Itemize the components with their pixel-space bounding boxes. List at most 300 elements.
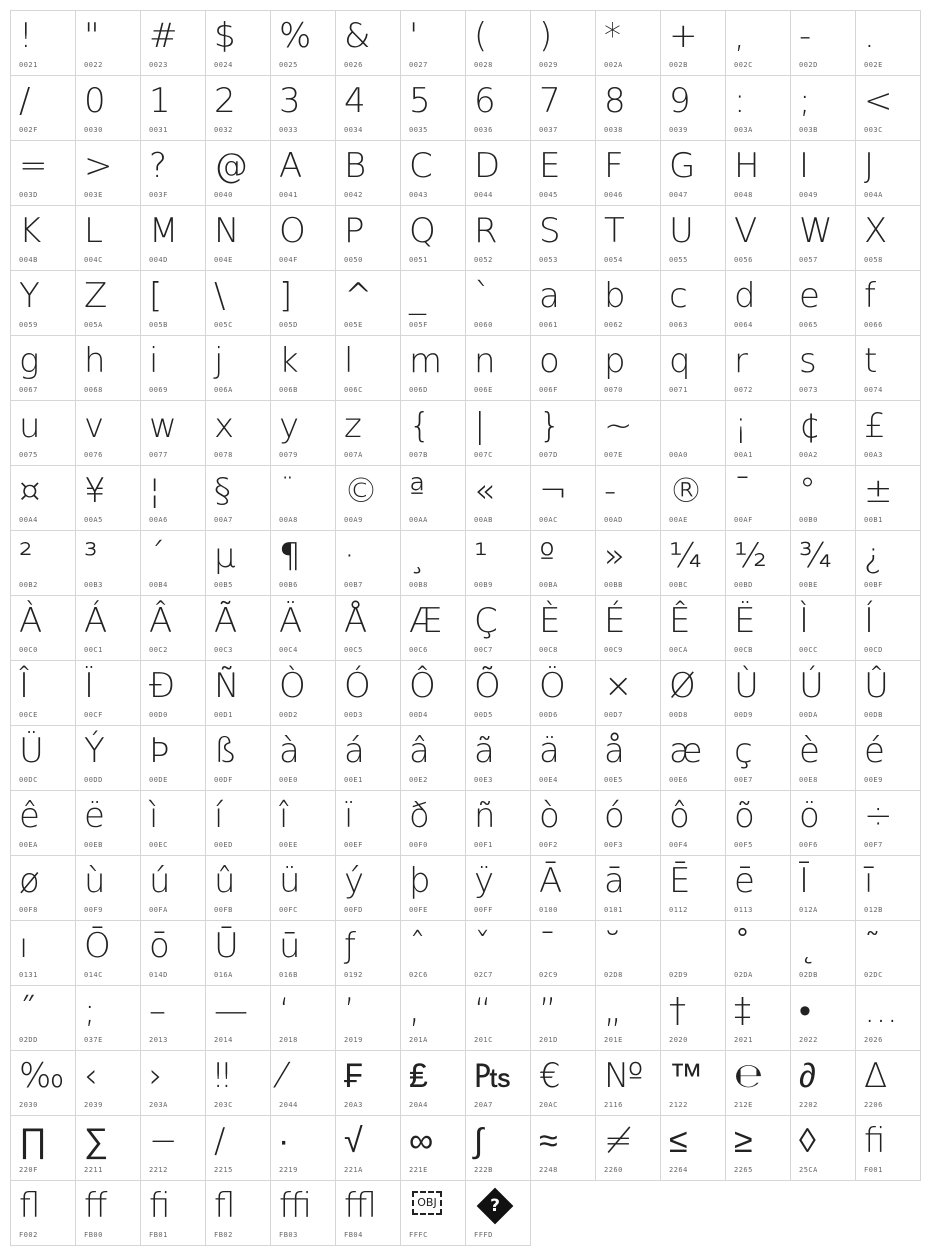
glyph-char: ˆ	[409, 926, 426, 966]
glyph-code: 00D4	[409, 711, 428, 719]
glyph-code: 00D9	[734, 711, 753, 719]
glyph-code: 0040	[214, 191, 233, 199]
glyph-code: FFFC	[409, 1231, 428, 1239]
glyph-cell	[596, 921, 661, 986]
glyph-char: !	[19, 16, 33, 56]
glyph-code: 0022	[84, 61, 103, 69]
glyph-code: 0059	[19, 321, 38, 329]
glyph-cell	[596, 726, 661, 791]
glyph-cell	[271, 856, 336, 921]
glyph-char: v	[84, 406, 105, 446]
glyph-char: ;	[799, 81, 811, 121]
glyph-code: 00AE	[669, 516, 688, 524]
glyph-code: 016B	[279, 971, 298, 979]
glyph-code: 00A7	[214, 516, 233, 524]
glyph-cell	[726, 986, 791, 1051]
glyph-cell	[336, 791, 401, 856]
glyph-char: ø	[19, 861, 40, 901]
glyph-char: ffl	[344, 1186, 377, 1226]
glyph-char: L	[84, 211, 103, 251]
glyph-code: 005A	[84, 321, 103, 329]
glyph-code: 00E5	[604, 776, 623, 784]
glyph-code: 00BF	[864, 581, 883, 589]
glyph-code: 0100	[539, 906, 558, 914]
glyph-code: 0078	[214, 451, 233, 459]
glyph-code: 00E7	[734, 776, 753, 784]
glyph-cell	[271, 11, 336, 76]
glyph-char: I	[799, 146, 810, 186]
glyph-code: 0056	[734, 256, 753, 264]
glyph-code: 2014	[214, 1036, 233, 1044]
glyph-cell	[661, 1051, 726, 1116]
glyph-cell	[141, 531, 206, 596]
glyph-char: ∑	[84, 1121, 109, 1161]
glyph-code: 0051	[409, 256, 428, 264]
glyph-char: T	[604, 211, 625, 251]
glyph-code: 006F	[539, 386, 558, 394]
glyph-cell	[791, 466, 856, 531]
glyph-char: w	[149, 406, 177, 446]
glyph-char: Ē	[669, 861, 691, 901]
glyph-cell	[531, 336, 596, 401]
glyph-cell	[791, 661, 856, 726]
glyph-code: 00DF	[214, 776, 233, 784]
glyph-char: ,	[734, 16, 745, 56]
glyph-cell	[11, 1116, 76, 1181]
glyph-code: 0066	[864, 321, 883, 329]
glyph-code: 00CA	[669, 646, 688, 654]
glyph-code: 00A6	[149, 516, 168, 524]
glyph-cell	[596, 791, 661, 856]
glyph-code: 20AC	[539, 1101, 558, 1109]
glyph-cell	[726, 466, 791, 531]
glyph-cell	[336, 1051, 401, 1116]
glyph-cell	[206, 531, 271, 596]
glyph-char: ¹	[474, 536, 488, 576]
glyph-char: H	[734, 146, 760, 186]
glyph-cell	[11, 921, 76, 986]
glyph-char: Ā	[539, 861, 563, 901]
glyph-char: ‘	[279, 991, 290, 1031]
glyph-cell	[401, 1181, 466, 1246]
glyph-code: 02C6	[409, 971, 428, 979]
glyph-char: ì	[149, 796, 159, 836]
glyph-code: 002A	[604, 61, 623, 69]
glyph-char: k	[279, 341, 299, 381]
glyph-code: FB01	[149, 1231, 168, 1239]
glyph-cell	[141, 271, 206, 336]
glyph-cell	[856, 596, 921, 661]
glyph-cell	[726, 206, 791, 271]
glyph-char: №	[604, 1056, 644, 1096]
glyph-code: 00F6	[799, 841, 818, 849]
glyph-code: 20A4	[409, 1101, 428, 1109]
glyph-code: 02DC	[864, 971, 883, 979]
glyph-cell	[401, 791, 466, 856]
glyph-char: 5	[409, 81, 431, 121]
glyph-char: _	[409, 276, 426, 316]
glyph-cell	[336, 661, 401, 726]
glyph-code: 00C4	[279, 646, 298, 654]
glyph-char: Ý	[84, 731, 105, 771]
glyph-char: þ	[409, 861, 431, 901]
glyph-char: ä	[539, 731, 560, 771]
glyph-code: 0101	[604, 906, 623, 914]
glyph-char: ù	[84, 861, 106, 901]
glyph-cell	[596, 1116, 661, 1181]
glyph-cell	[726, 336, 791, 401]
glyph-cell	[466, 661, 531, 726]
glyph-cell	[466, 1116, 531, 1181]
glyph-cell	[141, 856, 206, 921]
glyph-cell	[401, 1051, 466, 1116]
glyph-cell	[661, 856, 726, 921]
glyph-cell	[791, 726, 856, 791]
glyph-cell	[531, 271, 596, 336]
glyph-char: ü	[279, 861, 301, 901]
glyph-char: ~	[604, 406, 633, 446]
glyph-code: 0067	[19, 386, 38, 394]
glyph-code: 00FA	[149, 906, 168, 914]
glyph-char: Õ	[474, 666, 501, 706]
glyph-cell	[401, 726, 466, 791]
glyph-code: 00D2	[279, 711, 298, 719]
glyph-cell	[596, 1051, 661, 1116]
glyph-char: ¡	[734, 406, 748, 446]
glyph-cell	[401, 921, 466, 986]
glyph-char: ‡	[734, 991, 751, 1031]
glyph-code: 0037	[539, 126, 558, 134]
glyph-char: ◊	[799, 1121, 816, 1161]
glyph-code: 006A	[214, 386, 233, 394]
glyph-char: ffi	[279, 1186, 312, 1226]
glyph-char: E	[539, 146, 561, 186]
glyph-code: 00A3	[864, 451, 883, 459]
glyph-char: ¥	[84, 471, 106, 511]
glyph-cell	[76, 336, 141, 401]
glyph-cell	[206, 856, 271, 921]
glyph-char: $	[214, 16, 236, 56]
glyph-char: Ú	[799, 666, 824, 706]
glyph-cell	[76, 1181, 141, 1246]
glyph-cell	[206, 141, 271, 206]
glyph-char: Û	[864, 666, 889, 706]
glyph-cell	[661, 401, 726, 466]
glyph-char: ‰	[19, 1056, 65, 1096]
glyph-code: 0044	[474, 191, 493, 199]
glyph-char: S	[539, 211, 561, 251]
glyph-code: 00D3	[344, 711, 363, 719]
glyph-cell	[401, 986, 466, 1051]
glyph-cell	[856, 986, 921, 1051]
glyph-cell	[596, 596, 661, 661]
glyph-code: 0023	[149, 61, 168, 69]
glyph-code: 203A	[149, 1101, 168, 1109]
glyph-cell	[76, 791, 141, 856]
glyph-code: 00EC	[149, 841, 168, 849]
glyph-cell	[76, 271, 141, 336]
glyph-code: 0050	[344, 256, 363, 264]
glyph-cell	[11, 271, 76, 336]
glyph-char: Ù	[734, 666, 759, 706]
glyph-cell	[11, 596, 76, 661]
glyph-code: 00C1	[84, 646, 103, 654]
glyph-char: N	[214, 211, 240, 251]
glyph-code: 0063	[669, 321, 688, 329]
glyph-cell	[206, 336, 271, 401]
glyph-char: Á	[84, 601, 108, 641]
glyph-cell	[11, 1181, 76, 1246]
glyph-code: 006D	[409, 386, 428, 394]
glyph-char: fl	[214, 1186, 236, 1226]
glyph-grid	[10, 10, 921, 1246]
glyph-code: 00A8	[279, 516, 298, 524]
glyph-code: 005C	[214, 321, 233, 329]
glyph-cell	[726, 856, 791, 921]
glyph-char: (	[474, 16, 488, 56]
glyph-char: é	[864, 731, 885, 771]
glyph-cell	[791, 596, 856, 661]
glyph-char: Ì	[799, 601, 810, 641]
glyph-char: ö	[799, 796, 820, 836]
glyph-char: y	[279, 406, 300, 446]
glyph-code: 00DD	[84, 776, 103, 784]
glyph-char: Ä	[279, 601, 303, 641]
glyph-code: 00CC	[799, 646, 818, 654]
glyph-code: 004B	[19, 256, 38, 264]
glyph-cell	[206, 661, 271, 726]
glyph-char: ℮	[734, 1056, 764, 1096]
glyph-cell	[726, 1116, 791, 1181]
glyph-cell	[141, 1116, 206, 1181]
glyph-cell	[401, 401, 466, 466]
glyph-cell	[791, 986, 856, 1051]
glyph-char: •	[799, 991, 811, 1031]
glyph-code: 0043	[409, 191, 428, 199]
glyph-cell	[271, 921, 336, 986]
glyph-char: A	[279, 146, 303, 186]
glyph-char: ò	[539, 796, 560, 836]
glyph-cell	[791, 401, 856, 466]
glyph-char: õ	[734, 796, 755, 836]
glyph-cell	[11, 856, 76, 921]
glyph-code: 0031	[149, 126, 168, 134]
glyph-char: à	[279, 731, 300, 771]
glyph-char: Î	[19, 666, 30, 706]
glyph-cell	[401, 856, 466, 921]
glyph-cell	[336, 726, 401, 791]
glyph-char: ū	[279, 926, 301, 966]
glyph-cell	[661, 336, 726, 401]
glyph-code: 00B7	[344, 581, 363, 589]
glyph-cell	[596, 206, 661, 271]
glyph-char: ˜	[864, 926, 881, 966]
glyph-code: 00B1	[864, 516, 883, 524]
glyph-code: FB04	[344, 1231, 363, 1239]
glyph-code: 016A	[214, 971, 233, 979]
glyph-code: 00D1	[214, 711, 233, 719]
glyph-code: 037E	[84, 1036, 103, 1044]
glyph-code: 02DA	[734, 971, 753, 979]
glyph-cell	[531, 401, 596, 466]
glyph-cell	[11, 141, 76, 206]
glyph-code: 2013	[149, 1036, 168, 1044]
glyph-cell	[791, 206, 856, 271]
glyph-cell	[856, 791, 921, 856]
glyph-char: fl	[19, 1186, 41, 1226]
glyph-char: À	[19, 601, 43, 641]
glyph-cell	[271, 141, 336, 206]
glyph-code: 005F	[409, 321, 428, 329]
glyph-char: û	[214, 861, 236, 901]
glyph-code: 00CD	[864, 646, 883, 654]
glyph-cell	[206, 76, 271, 141]
glyph-code: 2122	[669, 1101, 688, 1109]
glyph-cell	[76, 726, 141, 791]
glyph-cell	[466, 401, 531, 466]
glyph-code: 0028	[474, 61, 493, 69]
glyph-char: î	[279, 796, 289, 836]
glyph-code: 0047	[669, 191, 688, 199]
glyph-char: ˘	[604, 926, 621, 966]
glyph-char: ∆	[864, 1056, 888, 1096]
glyph-cell	[76, 531, 141, 596]
glyph-char: ƒ	[344, 926, 356, 966]
glyph-char: F	[604, 146, 624, 186]
glyph-char: ã	[474, 731, 495, 771]
glyph-code: 02D8	[604, 971, 623, 979]
glyph-cell	[726, 791, 791, 856]
glyph-cell	[271, 206, 336, 271]
glyph-cell	[726, 921, 791, 986]
glyph-code: 005D	[279, 321, 298, 329]
glyph-cell	[791, 271, 856, 336]
glyph-code: 0079	[279, 451, 298, 459]
glyph-cell	[791, 11, 856, 76]
glyph-code: 201D	[539, 1036, 558, 1044]
glyph-code: 0048	[734, 191, 753, 199]
glyph-code: 201E	[604, 1036, 623, 1044]
glyph-char: ¤	[19, 471, 41, 511]
glyph-char: Ö	[539, 666, 566, 706]
glyph-cell	[856, 336, 921, 401]
glyph-cell	[531, 466, 596, 531]
glyph-char: +	[669, 16, 698, 56]
glyph-code: 003E	[84, 191, 103, 199]
glyph-char: ¨	[279, 471, 296, 511]
glyph-cell	[466, 791, 531, 856]
glyph-cell	[141, 986, 206, 1051]
glyph-char: ē	[734, 861, 755, 901]
glyph-code: 0064	[734, 321, 753, 329]
glyph-code: 0131	[19, 971, 38, 979]
glyph-code: 0026	[344, 61, 363, 69]
glyph-code: 004E	[214, 256, 233, 264]
glyph-cell	[206, 726, 271, 791]
glyph-char: Ó	[344, 666, 371, 706]
glyph-char: €	[539, 1056, 561, 1096]
glyph-char: Ō	[84, 926, 111, 966]
glyph-code: 0046	[604, 191, 623, 199]
glyph-cell	[661, 596, 726, 661]
glyph-char: r	[734, 341, 748, 381]
glyph-char: ñ	[474, 796, 496, 836]
glyph-cell	[661, 1116, 726, 1181]
glyph-cell	[141, 596, 206, 661]
glyph-code: 002E	[864, 61, 883, 69]
glyph-char: 6	[474, 81, 496, 121]
glyph-code: 0034	[344, 126, 363, 134]
glyph-char: ®	[669, 471, 703, 511]
glyph-char: Y	[19, 276, 40, 316]
glyph-char: p	[604, 341, 626, 381]
glyph-code: 0038	[604, 126, 623, 134]
glyph-cell	[76, 921, 141, 986]
glyph-cell	[11, 791, 76, 856]
glyph-code: 00DA	[799, 711, 818, 719]
glyph-char: ˚	[734, 926, 751, 966]
glyph-code: 00AA	[409, 516, 428, 524]
glyph-code: 002C	[734, 61, 753, 69]
glyph-char: fi	[149, 1186, 171, 1226]
glyph-cell	[661, 531, 726, 596]
glyph-char: Â	[149, 601, 173, 641]
glyph-code: 00F1	[474, 841, 493, 849]
glyph-char: ý	[344, 861, 365, 901]
glyph-cell	[661, 726, 726, 791]
glyph-code: 00CF	[84, 711, 103, 719]
glyph-code: 2202	[799, 1101, 818, 1109]
glyph-cell	[141, 726, 206, 791]
glyph-cell	[11, 1051, 76, 1116]
glyph-char: ^	[344, 276, 373, 316]
glyph-cell	[206, 921, 271, 986]
glyph-cell	[791, 856, 856, 921]
glyph-char: U	[669, 211, 694, 251]
glyph-char: x	[214, 406, 235, 446]
glyph-code: 2021	[734, 1036, 753, 1044]
glyph-code: 02DB	[799, 971, 818, 979]
glyph-code: 2219	[279, 1166, 298, 1174]
glyph-cell	[531, 596, 596, 661]
glyph-cell	[206, 791, 271, 856]
glyph-char: 4	[344, 81, 366, 121]
glyph-char: ī	[864, 861, 874, 901]
glyph-code: 00BD	[734, 581, 753, 589]
glyph-code: 0041	[279, 191, 298, 199]
glyph-char: Ç	[474, 601, 498, 641]
glyph-code: 02C9	[539, 971, 558, 979]
glyph-char: |	[474, 406, 486, 446]
glyph-cell	[661, 921, 726, 986]
glyph-char: ¾	[799, 536, 832, 576]
glyph-code: FFFD	[474, 1231, 493, 1239]
glyph-char: Ū	[214, 926, 239, 966]
glyph-code: 00A0	[669, 451, 688, 459]
glyph-cell	[206, 596, 271, 661]
glyph-cell	[531, 206, 596, 271]
glyph-code: 203C	[214, 1101, 233, 1109]
glyph-cell	[336, 596, 401, 661]
glyph-cell	[531, 1051, 596, 1116]
glyph-char: ³	[84, 536, 98, 576]
glyph-cell	[856, 401, 921, 466]
glyph-char: ˇ	[474, 926, 491, 966]
glyph-char: C	[409, 146, 433, 186]
glyph-code: 003F	[149, 191, 168, 199]
glyph-code: 007D	[539, 451, 558, 459]
glyph-code: 00BB	[604, 581, 623, 589]
